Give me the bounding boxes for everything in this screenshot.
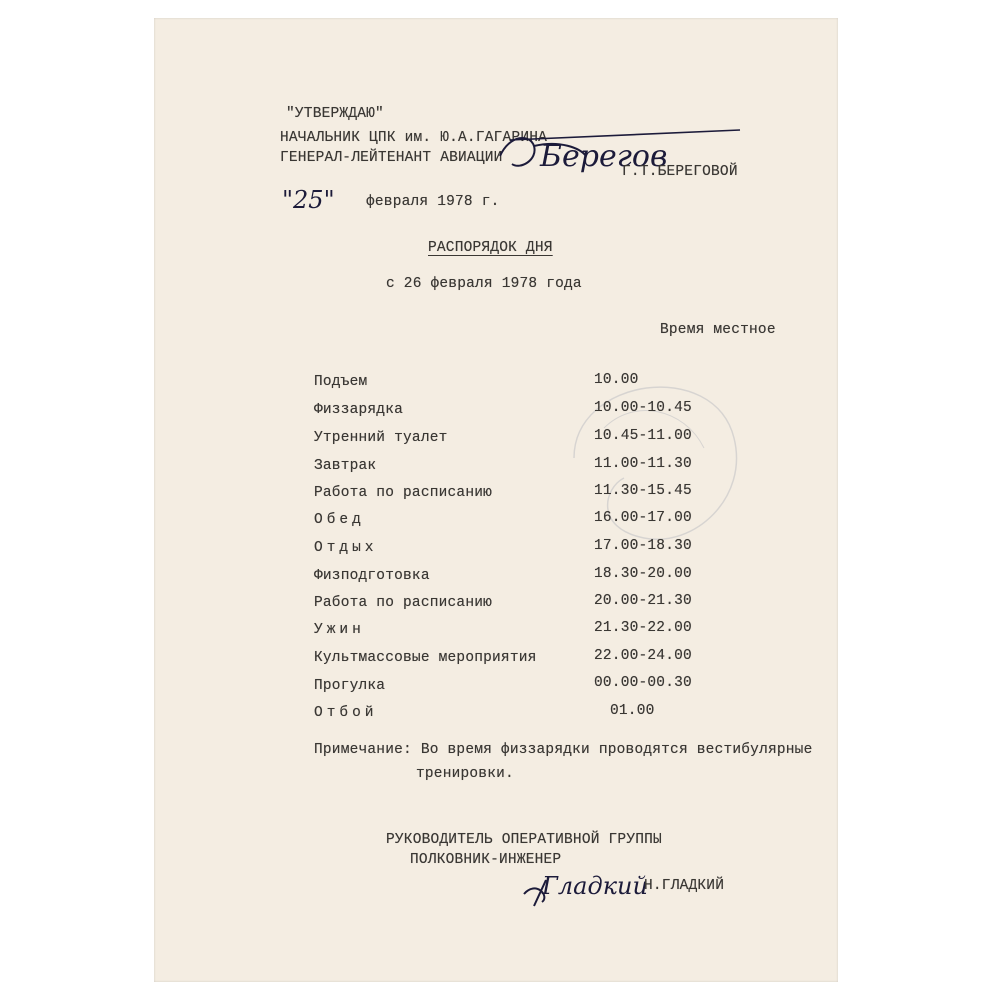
schedule-time: 10.45-11.00 [594, 428, 692, 444]
faint-sketch-shadow [534, 338, 764, 568]
document-sheet [154, 18, 838, 982]
schedule-time: 11.30-15.45 [594, 483, 692, 499]
approval-heading: "УТВЕРЖДАЮ" [286, 106, 384, 122]
document-subtitle: с 26 февраля 1978 года [386, 276, 582, 292]
schedule-time: 11.00-11.30 [594, 456, 692, 472]
schedule-time: 21.30-22.00 [594, 620, 692, 636]
approval-signature-text: Берегов [540, 139, 668, 174]
schedule-activity: Завтрак [314, 458, 377, 474]
schedule-time: 20.00-21.30 [594, 593, 692, 609]
schedule-activity: Работа по расписанию [314, 485, 493, 501]
approval-signatory: Г.Т.БЕРЕГОВОЙ [622, 164, 738, 180]
schedule-activity: Ужин [314, 622, 365, 638]
schedule-activity: Утренний туалет [314, 430, 448, 446]
footer-signatory: Н.ГЛАДКИЙ [644, 878, 725, 894]
schedule-activity: Отдых [314, 540, 378, 556]
schedule-activity: Физзарядка [314, 402, 404, 418]
schedule-time: 01.00 [610, 703, 655, 719]
schedule-time: 16.00-17.00 [594, 510, 692, 526]
note-line-2: тренировки. [416, 766, 514, 782]
schedule-activity: Обед [314, 512, 365, 528]
approval-rank: ГЕНЕРАЛ-ЛЕЙТЕНАНТ АВИАЦИИ [280, 150, 503, 166]
schedule-time: 18.30-20.00 [594, 566, 692, 582]
schedule-time: 00.00-00.30 [594, 675, 692, 691]
approval-date-day: "25" [282, 186, 335, 214]
schedule-activity: Культмассовые мероприятия [314, 650, 537, 666]
footer-rank: ПОЛКОВНИК-ИНЖЕНЕР [410, 852, 562, 868]
time-note: Время местное [660, 322, 776, 338]
schedule-time: 10.00-10.45 [594, 400, 692, 416]
approval-date-rest: февраля 1978 г. [366, 194, 500, 210]
schedule-activity: Физподготовка [314, 568, 430, 584]
schedule-activity: Подъем [314, 374, 368, 390]
document-title: РАСПОРЯДОК ДНЯ [428, 240, 553, 256]
schedule-activity: Прогулка [314, 678, 386, 694]
schedule-time: 10.00 [594, 372, 639, 388]
schedule-activity: Работа по расписанию [314, 595, 493, 611]
note-line-1: Примечание: Во время физзарядки проводятся вестибулярные [314, 742, 813, 758]
footer-signature-text: Гладкий [542, 872, 648, 900]
schedule-activity: Отбой [314, 705, 378, 721]
schedule-time: 17.00-18.30 [594, 538, 692, 554]
approval-position: НАЧАЛЬНИК ЦПК им. Ю.А.ГАГАРИНА [280, 130, 548, 146]
schedule-time: 22.00-24.00 [594, 648, 692, 664]
footer-position: РУКОВОДИТЕЛЬ ОПЕРАТИВНОЙ ГРУППЫ [386, 832, 662, 848]
